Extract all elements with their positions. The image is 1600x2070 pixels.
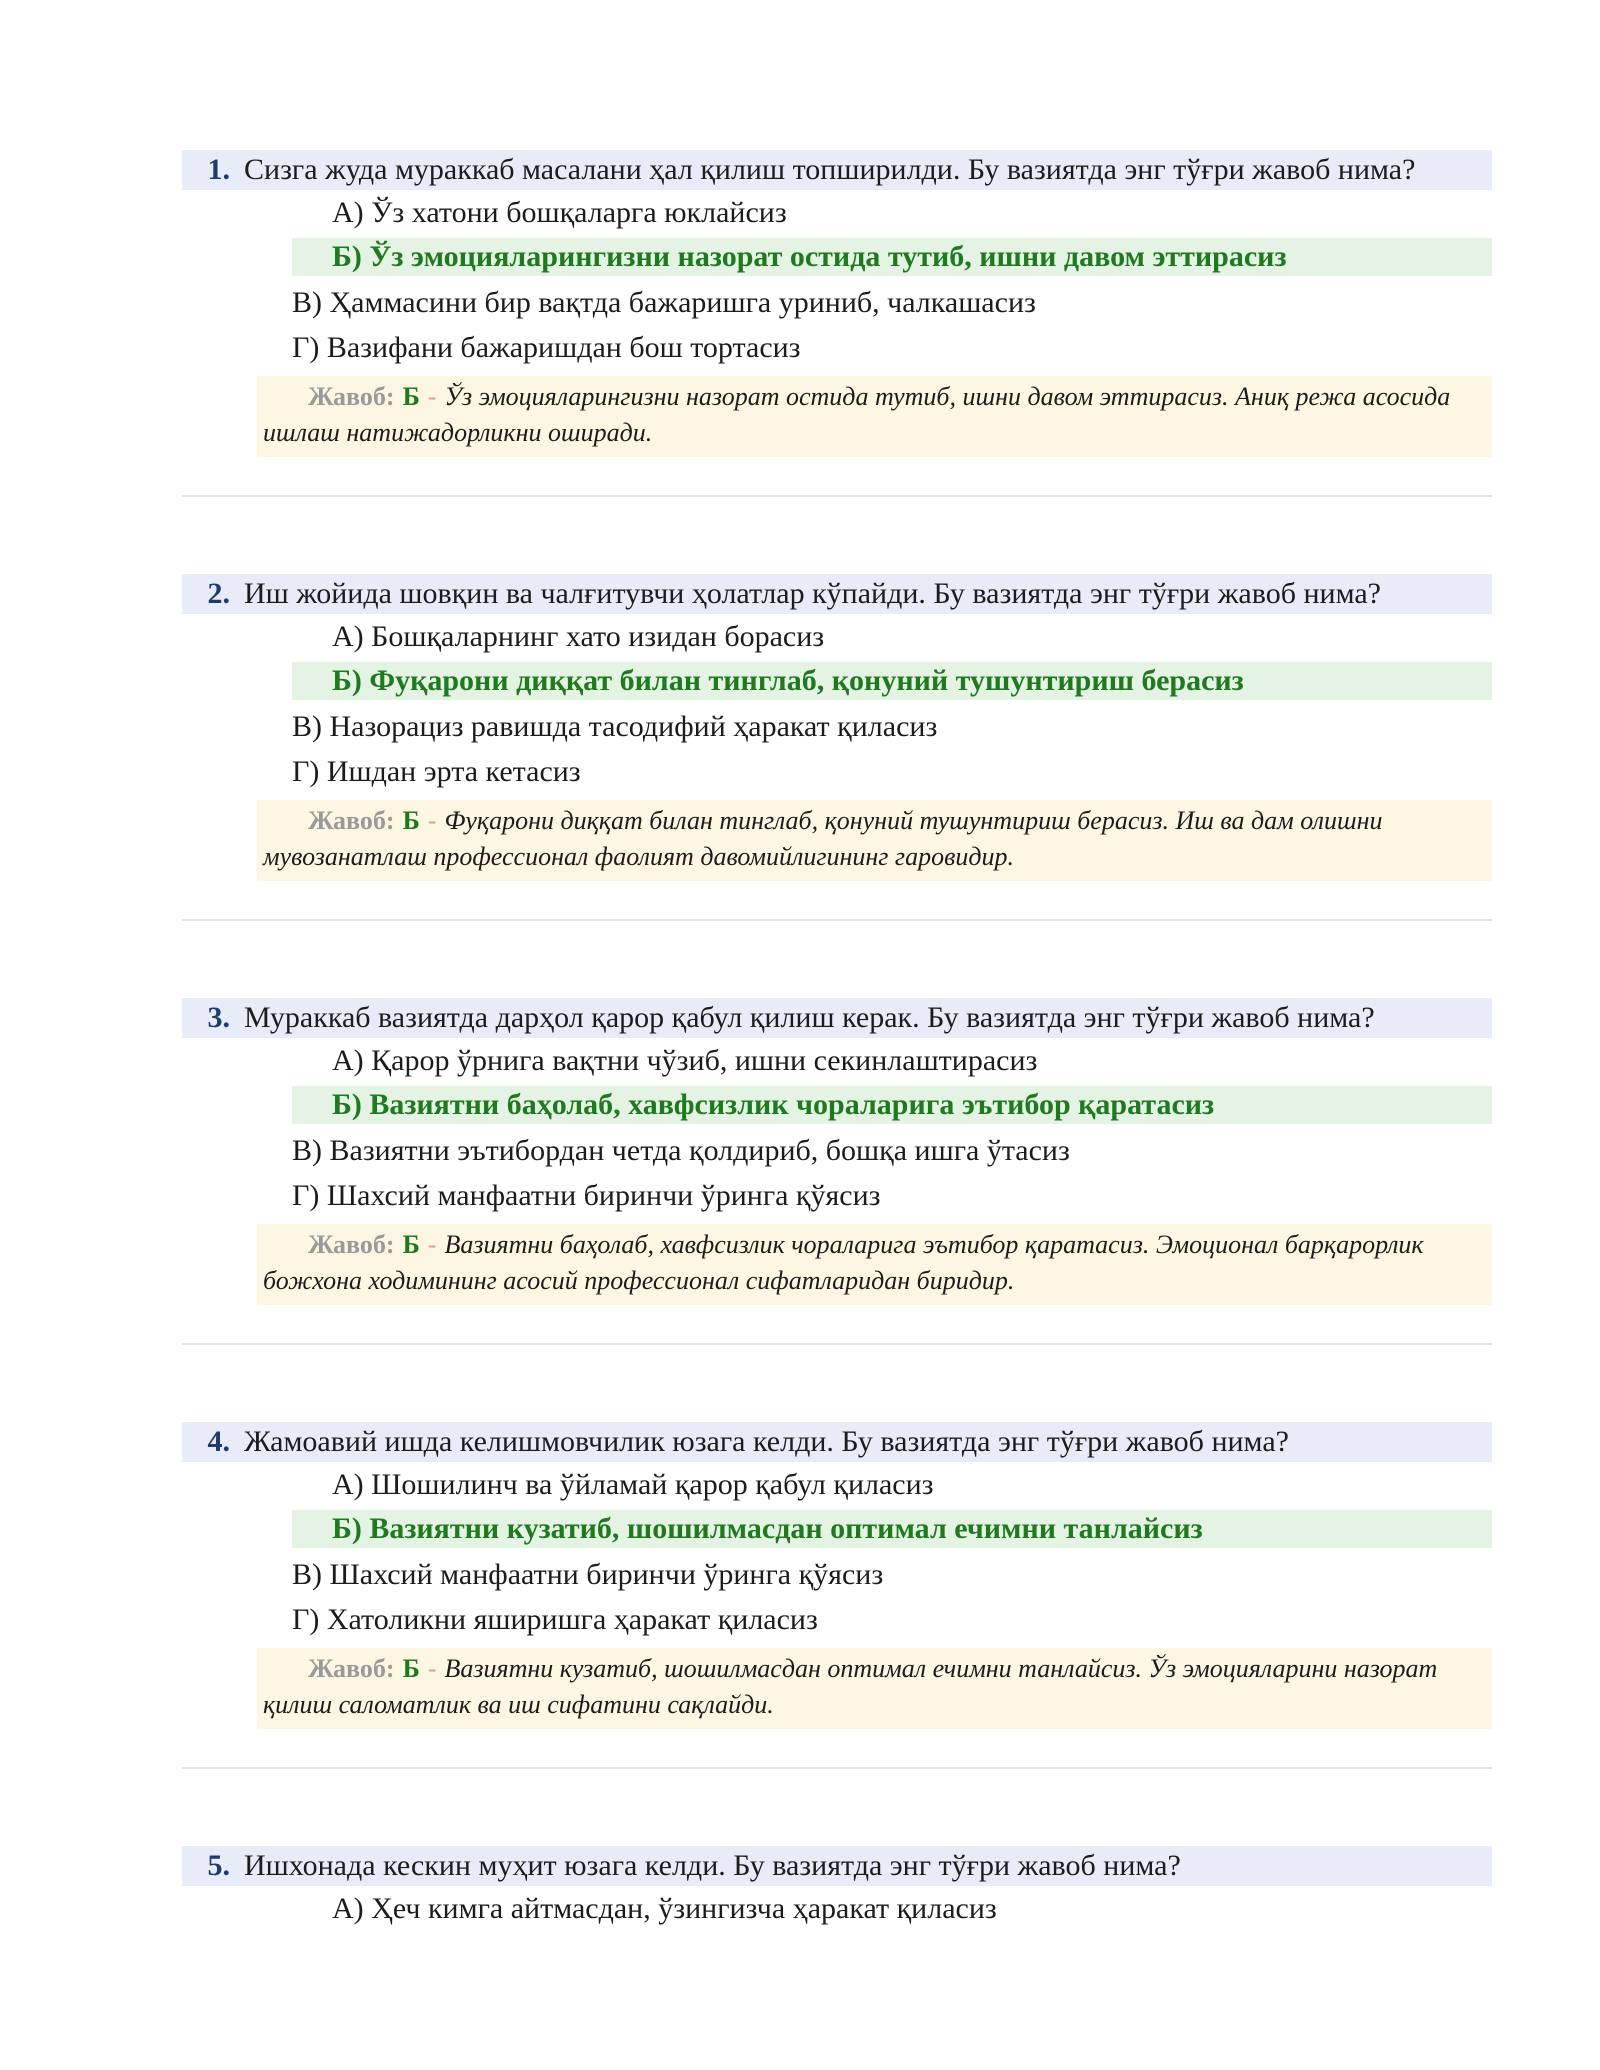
answer-explanation-box xyxy=(257,1224,1492,1305)
answer-option: В) Шахсий манфаатни биринчи ўринга қўясиз xyxy=(292,1558,884,1591)
answer-explanation-box xyxy=(257,1648,1492,1729)
answer-label: Жавоб: xyxy=(308,806,395,835)
question-number: 2. xyxy=(207,577,230,610)
answer-dash: - xyxy=(427,382,437,411)
question-header xyxy=(182,1422,1492,1462)
question-separator xyxy=(182,495,1492,497)
answer-dash: - xyxy=(427,806,437,835)
question-text: Жамоавий ишда келишмовчилик юзага келди. Бу вазиятда энг тўғри жавоб нима? xyxy=(244,1425,1289,1458)
question-number: 3. xyxy=(207,1001,230,1034)
answer-option: А) Ҳеч кимга айтмасдан, ўзингизча ҳаракат қиласиз xyxy=(332,1892,997,1925)
answer-option: В) Вазиятни эътибордан четда қолдириб, бошқа ишга ўтасиз xyxy=(292,1134,1070,1167)
answer-explanation-text: Вазиятни кузатиб, шошилмасдан оптимал ечимни танлайсиз. Ўз эмоцияларини назорат қилиш саломатлик ва иш сифатини сақлайди. xyxy=(263,1654,1438,1719)
question-header xyxy=(182,1846,1492,1886)
answer-label: Жавоб: xyxy=(308,1654,395,1683)
answer-option: Г) Хатоликни яширишга ҳаракат қиласиз xyxy=(292,1603,818,1636)
answer-explanation-text: Вазиятни баҳолаб, хавфсизлик чораларига эътибор қаратасиз. Эмоционал барқарорлик божхона ходимининг асосий профессионал сифатларидан биридир. xyxy=(263,1230,1424,1295)
answer-option: А) Ўз хатони бошқаларга юклайсиз xyxy=(332,196,787,229)
answer-option: А) Қарор ўрнига вақтни чўзиб, ишни секинлаштирасиз xyxy=(332,1044,1038,1077)
answer-option: А) Шошилинч ва ўйламай қарор қабул қиласиз xyxy=(332,1468,934,1501)
answer-letter: Б xyxy=(402,382,420,411)
answer-explanation-text: Ўз эмоцияларингизни назорат остида тутиб, ишни давом эттирасиз. Аниқ режа асосида ишлаш натижадорликни оширади. xyxy=(263,382,1451,447)
answer-letter: Б xyxy=(402,1230,420,1259)
answer-option: А) Бошқаларнинг хато изидан борасиз xyxy=(332,620,825,653)
answer-option: Г) Ишдан эрта кетасиз xyxy=(292,755,581,788)
answer-letter: Б xyxy=(402,806,420,835)
question-block xyxy=(182,150,1492,574)
question-number: 4. xyxy=(207,1425,230,1458)
question-text: Иш жойида шовқин ва чалғитувчи ҳолатлар кўпайди. Бу вазиятда энг тўғри жавоб нима? xyxy=(244,577,1381,610)
question-header xyxy=(182,150,1492,190)
question-block xyxy=(182,1846,1492,1931)
question-number: 1. xyxy=(207,153,230,186)
answer-option: В) Ҳаммасини бир вақтда бажаришга уриниб, чалкашасиз xyxy=(292,286,1036,319)
question-header xyxy=(182,574,1492,614)
answer-letter: Б xyxy=(402,1654,420,1683)
question-separator xyxy=(182,1767,1492,1769)
correct-option: Б) Вазиятни баҳолаб, хавфсизлик чораларига эътибор қаратасиз xyxy=(292,1086,1492,1124)
answer-explanation-text: Фуқарони диққат билан тинглаб, қонуний тушунтириш берасиз. Иш ва дам олишни мувозанатлаш профессионал фаолият давомийлигининг гаровидир. xyxy=(263,806,1383,871)
question-number: 5. xyxy=(207,1849,230,1882)
correct-option: Б) Ўз эмоцияларингизни назорат остида тутиб, ишни давом эттирасиз xyxy=(292,238,1492,276)
question-block xyxy=(182,1422,1492,1846)
answer-option: Г) Вазифани бажаришдан бош тортасиз xyxy=(292,331,801,364)
answer-option: В) Назорациз равишда тасодифий ҳаракат қиласиз xyxy=(292,710,938,743)
answer-label: Жавоб: xyxy=(308,382,395,411)
correct-option: Б) Вазиятни кузатиб, шошилмасдан оптимал ечимни танлайсиз xyxy=(292,1510,1492,1548)
question-header xyxy=(182,998,1492,1038)
question-block xyxy=(182,998,1492,1422)
answer-dash: - xyxy=(427,1654,437,1683)
question-text: Ишхонада кескин муҳит юзага келди. Бу вазиятда энг тўғри жавоб нима? xyxy=(244,1849,1181,1882)
answer-dash: - xyxy=(427,1230,437,1259)
quiz-document xyxy=(182,150,1492,1931)
question-text: Сизга жуда мураккаб масалани ҳал қилиш топширилди. Бу вазиятда энг тўғри жавоб нима? xyxy=(244,153,1416,186)
answer-option: Г) Шахсий манфаатни биринчи ўринга қўясиз xyxy=(292,1179,881,1212)
answer-explanation-box xyxy=(257,376,1492,457)
correct-option: Б) Фуқарони диққат билан тинглаб, қонуний тушунтириш берасиз xyxy=(292,662,1492,700)
question-separator xyxy=(182,1343,1492,1345)
answer-label: Жавоб: xyxy=(308,1230,395,1259)
question-separator xyxy=(182,919,1492,921)
question-text: Мураккаб вазиятда дарҳол қарор қабул қилиш керак. Бу вазиятда энг тўғри жавоб нима? xyxy=(244,1001,1375,1034)
question-block xyxy=(182,574,1492,998)
answer-explanation-box xyxy=(257,800,1492,881)
